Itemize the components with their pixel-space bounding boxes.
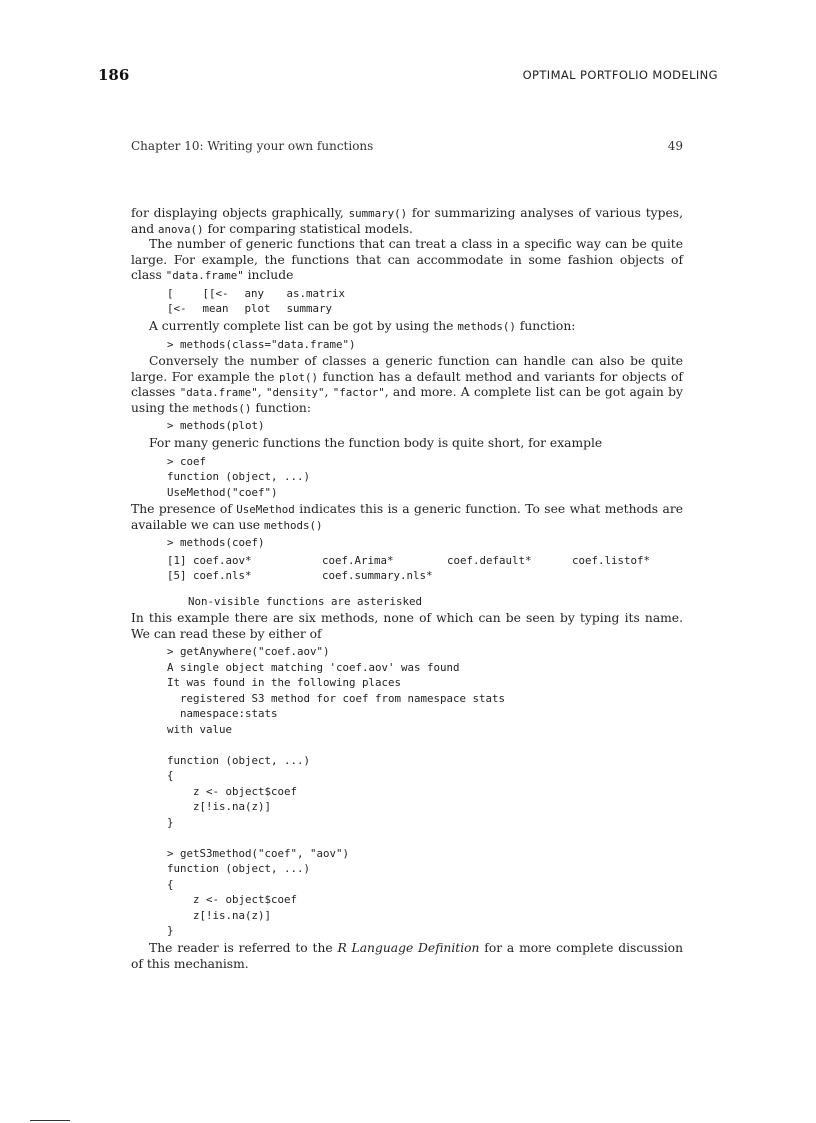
code-block-5: > getAnywhere("coef.aov") A single object matching 'coef.aov' was found It was found in the following places registered S3 method for coef from namespace stats namespace:stats with value function (object, ...) { z <- object$coef z[!is.na(z)] } > getS3method("coef", "aov") function (object, ...) { z <- object$coef z[!is.na(z)] } (167, 645, 506, 938)
code-block-3: > coef function (object, ...) UseMethod("coef") (167, 454, 311, 499)
footer-rule (30, 1120, 70, 1121)
methods-output-table (167, 553, 650, 584)
table-row: [5] coef.nls* coef.summary.nls* (167, 569, 433, 583)
book-running-title: OPTIMAL PORTFOLIO MODELING (522, 68, 718, 82)
generic-functions-table (167, 286, 361, 317)
paragraph-1: for displaying objects graphically, summary() for summarizing analyses of various types, and anova() for comparing statistical models. (131, 206, 683, 236)
inline-code: methods() (263, 518, 323, 532)
paragraph-8: The reader is referred to the R Language Definition for a more complete discussion of this mechanism. (131, 940, 683, 971)
inner-page-number: 49 (667, 139, 683, 153)
code-block-2: > methods(plot) (167, 419, 265, 433)
table-row: [1] coef.aov* coef.Arima* coef.default* coef.listof* (167, 553, 651, 567)
inline-code: "density" (265, 386, 325, 400)
paragraph-6: The presence of UseMethod indicates this is a generic function. To see what methods are available we can use methods() (131, 502, 683, 532)
inline-code: UseMethod (236, 503, 295, 517)
paragraph-7: In this example there are six methods, none of which can be seen by typing its name. We can read these by either of (131, 611, 683, 641)
paragraph-4: Conversely the number of classes a generic function can handle can also be quite large. For example the plot() function has a default method and variants for objects of classes "data.frame", "density", "factor", and more. A complete list can be got again by using the methods() function: (131, 354, 683, 415)
nonvisible-note: Non-visible functions are asterisked (188, 594, 423, 608)
inline-code: anova() (158, 222, 204, 236)
book-page-number: 186 (98, 66, 130, 84)
table-row: [<- mean plot summary (167, 302, 333, 316)
code-block-4: > methods(coef) (167, 536, 265, 550)
inline-code: plot() (279, 370, 319, 384)
paragraph-3: A currently complete list can be got by using the methods() function: (149, 318, 576, 333)
book-title-reference: R Language Definition (337, 940, 480, 955)
page-body (131, 206, 683, 972)
inline-code: summary() (348, 207, 408, 220)
chapter-title: Chapter 10: Writing your own functions (131, 139, 374, 153)
inline-code: "factor" (332, 386, 385, 400)
paragraph-2: The number of generic functions that can treat a class in a specific way can be quite large. For example, the functions that can accommodate in some fashion objects of class "data.frame" include (131, 237, 683, 283)
inline-code: "data.frame" (179, 386, 258, 400)
inline-code: methods() (457, 319, 516, 333)
paragraph-5: For many generic functions the function body is quite short, for example (149, 435, 603, 450)
inner-page-header (131, 139, 683, 157)
table-row: [ [[<- any as.matrix (167, 286, 346, 300)
book-running-header (98, 66, 718, 86)
inline-code: methods() (192, 401, 252, 415)
inline-code: "data.frame" (165, 269, 244, 283)
code-block-1: > methods(class="data.frame") (167, 337, 356, 351)
